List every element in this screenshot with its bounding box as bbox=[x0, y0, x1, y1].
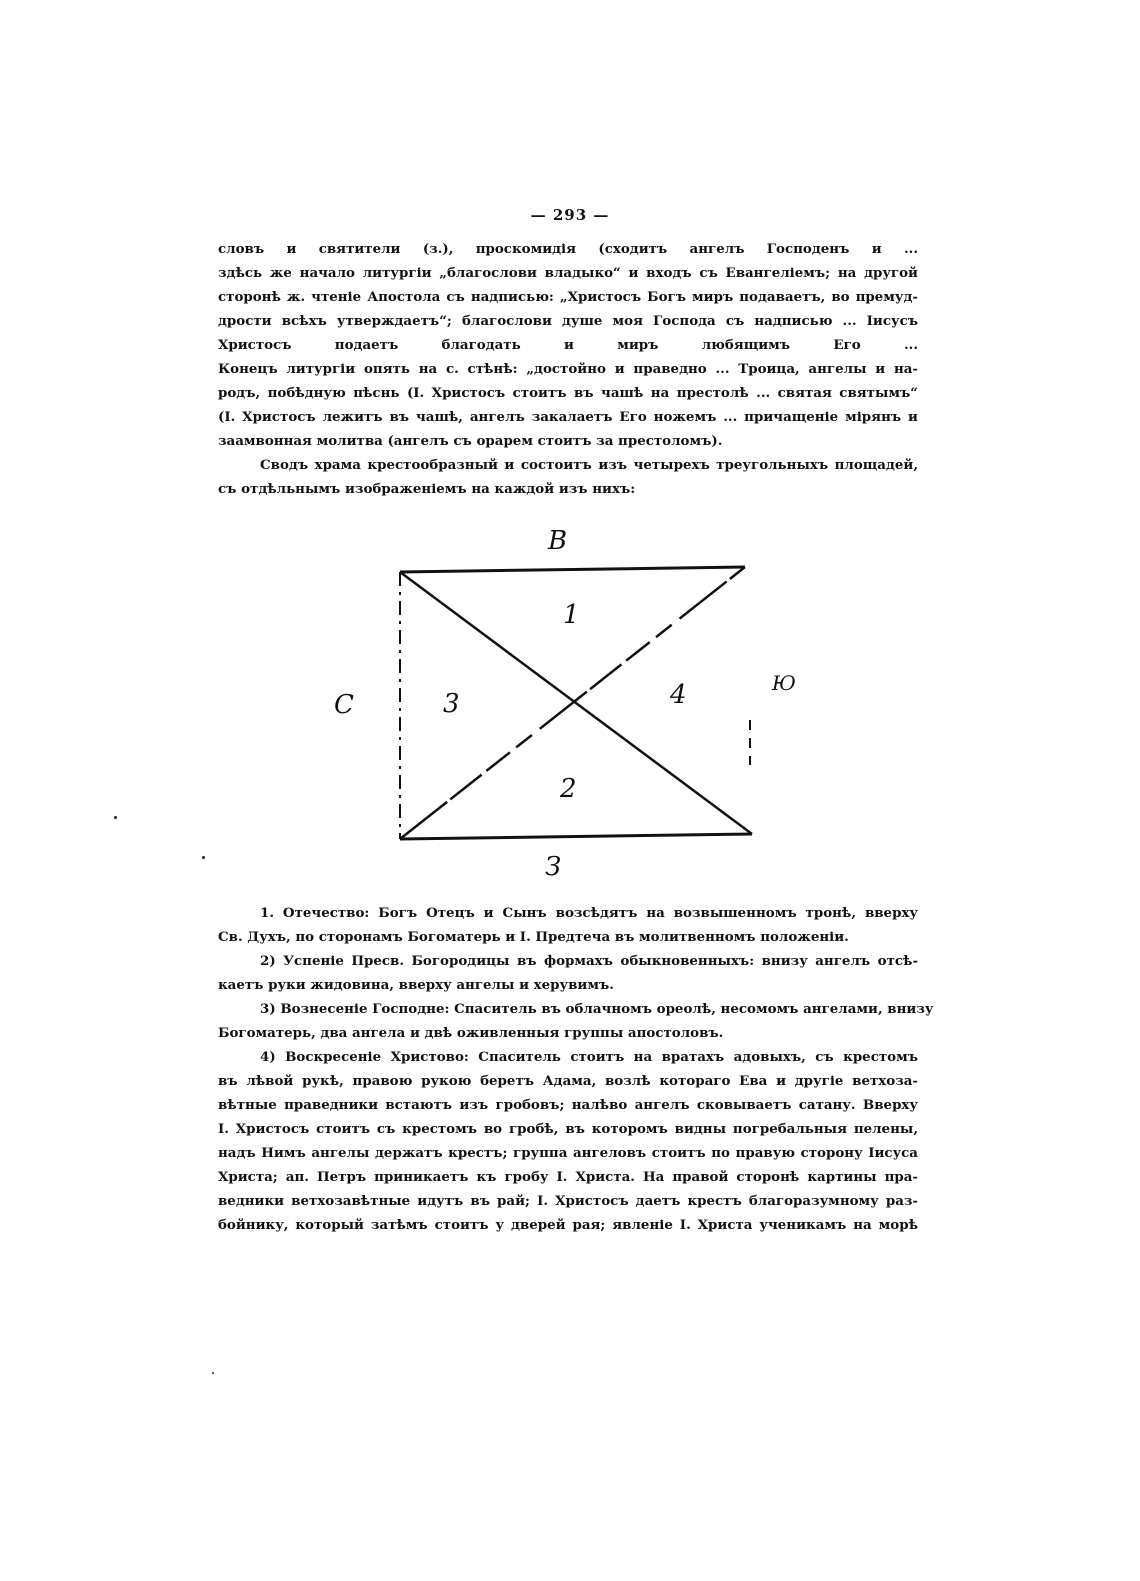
list-item-4-line: бойнику, который затѣмъ стоитъ у дверей рая; явленіе I. Христа ученикамъ на морѣ bbox=[218, 1217, 918, 1233]
paragraph-1-line: (I. Христосъ лежитъ въ чашѣ, ангелъ закалаетъ Его ножемъ ... причащеніе мірянъ и bbox=[218, 409, 918, 425]
list-item-4-line: вѣтные праведники встаютъ изъ гробовъ; налѣво ангелъ сковываетъ сатану. Вверху bbox=[218, 1097, 918, 1113]
diagram-label-bottom: З bbox=[545, 852, 562, 882]
paragraph-1-line: дрости всѣхъ утверждаетъ“; благослови душе моя Господа съ надписью ... Іисусъ bbox=[218, 313, 918, 329]
list-item-1-line: 1. Отечество: Богъ Отецъ и Сынъ возсѣдятъ на возвышенномъ тронѣ, вверху bbox=[260, 905, 918, 921]
list-item-4-line: 4) Воскресеніе Христово: Спаситель стоитъ на вратахъ адовыхъ, съ крестомъ bbox=[260, 1049, 918, 1065]
vault-diagram bbox=[320, 515, 820, 895]
scan-speck bbox=[212, 1372, 214, 1374]
scan-speck bbox=[114, 816, 117, 819]
diagram-region-1: 1 bbox=[563, 600, 580, 630]
diagram-bottom-edge bbox=[400, 834, 752, 839]
list-item-2-line: 2) Успеніе Пресв. Богородицы въ формахъ обыкновенныхъ: внизу ангелъ отсѣ- bbox=[260, 953, 918, 969]
diagram-region-3: 3 bbox=[443, 689, 460, 719]
list-item-1-line: Св. Духъ, по сторонамъ Богоматерь и I. Предтеча въ молитвенномъ положеніи. bbox=[218, 929, 849, 945]
scan-speck bbox=[202, 856, 205, 859]
diagram-label-left: С bbox=[334, 690, 354, 720]
paragraph-1-line: Христосъ подаетъ благодать и миръ любящимъ Его ... bbox=[218, 337, 918, 353]
paragraph-2-line: Сводъ храма крестообразный и состоитъ изъ четырехъ треугольныхъ площадей, bbox=[260, 457, 918, 473]
diagram-region-4: 4 bbox=[670, 680, 687, 710]
paragraph-1-line: здѣсь же начало литургіи „благослови владыко“ и входъ съ Евангеліемъ; на другой bbox=[218, 265, 918, 281]
list-item-4-line: ведники ветхозавѣтные идутъ въ рай; I. Христосъ даетъ крестъ благоразумному раз- bbox=[218, 1193, 918, 1209]
list-item-3-line: Богоматерь, два ангела и двѣ оживленныя группы апостоловъ. bbox=[218, 1025, 724, 1041]
list-item-4-line: Христа; ап. Петръ приникаетъ къ гробу I. Христа. На правой сторонѣ картины пра- bbox=[218, 1169, 918, 1185]
page-number: — 293 — bbox=[530, 206, 610, 224]
paragraph-1-line: сторонѣ ж. чтеніе Апостола съ надписью: „Христосъ Богъ миръ подаваетъ, во премуд- bbox=[218, 289, 918, 305]
list-item-2-line: каетъ руки жидовина, вверху ангелы и херувимъ. bbox=[218, 977, 614, 993]
diagram-label-right: Ю bbox=[772, 671, 796, 695]
list-item-4-line: въ лѣвой рукѣ, правою рукою беретъ Адама, возлѣ котораго Ева и другіе ветхоза- bbox=[218, 1073, 918, 1089]
paragraph-2-line: съ отдѣльнымъ изображеніемъ на каждой изъ нихъ: bbox=[218, 481, 636, 497]
diagram-top-edge bbox=[400, 567, 745, 572]
vault-diagram-svg bbox=[320, 515, 820, 895]
list-item-4-line: I. Христосъ стоитъ съ крестомъ во гробѣ, въ которомъ видны погребальныя пелены, bbox=[218, 1121, 918, 1137]
list-item-4-line: надъ Нимъ ангелы держатъ крестъ; группа ангеловъ стоитъ по правую сторону Іисуса bbox=[218, 1145, 918, 1161]
paragraph-1-line: родъ, побѣдную пѣснь (I. Христосъ стоитъ въ чашѣ на престолѣ ... святая святымъ“ bbox=[218, 385, 918, 401]
diagram-region-2: 2 bbox=[560, 774, 577, 804]
list-item-3-line: 3) Вознесеніе Господне: Спаситель въ облачномъ ореолѣ, несомомъ ангелами, внизу bbox=[260, 1001, 934, 1017]
diagram-label-top: В bbox=[548, 526, 568, 556]
paragraph-1-line: словъ и святители (з.), проскомидія (сходитъ ангелъ Господенъ и ... bbox=[218, 241, 918, 257]
paragraph-1-line: Конецъ литургіи опять на с. стѣнѣ: „достойно и праведно ... Троица, ангелы и на- bbox=[218, 361, 918, 377]
paragraph-1-line: заамвонная молитва (ангелъ съ орарем стоитъ за престоломъ). bbox=[218, 433, 723, 449]
